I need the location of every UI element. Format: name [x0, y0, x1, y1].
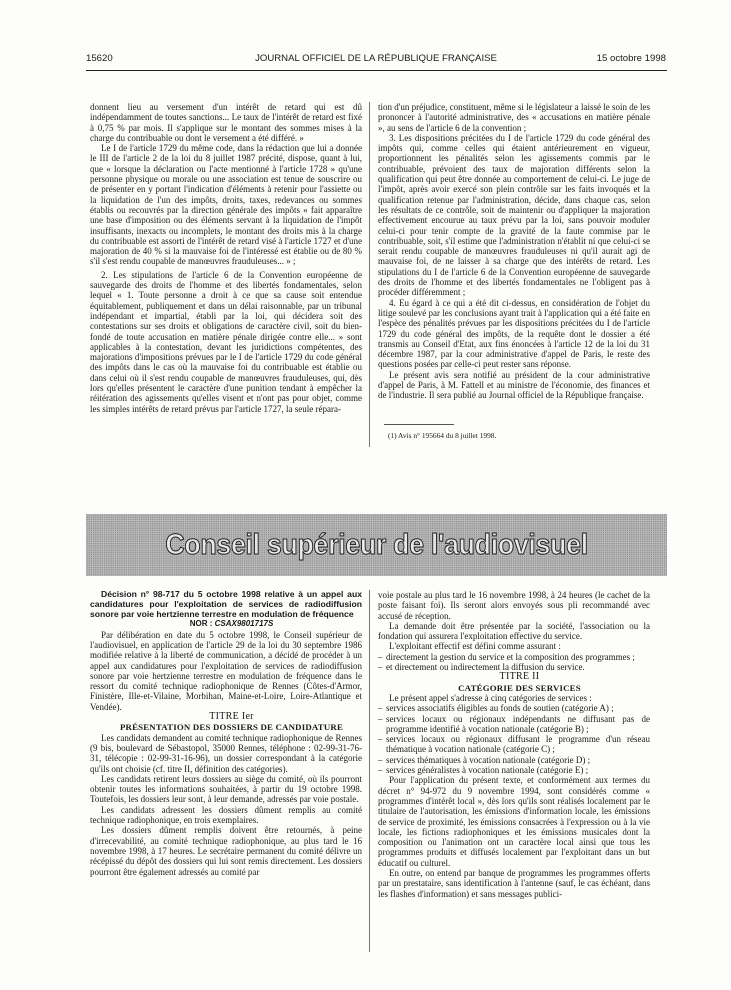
journal-title: JOURNAL OFFICIEL DE LA RÉPUBLIQUE FRANÇAISE: [255, 53, 497, 64]
paragraph: 3. Les dispositions précitées du I de l'article 1729 du code général des impôts qui, comme celles qui étaient antérieurement en vigueur, proportionnent les pénalités selon les agissements commis par le contribuable, prévoient des taux de majoration différents selon la qualification qui peut être donnée au comportement de celui-ci. Le juge de l'impôt, après avoir exercé son plein contrôle sur les faits invoqués et la qualification retenue par l'administration, décide, dans chaque cas, selon les résultats de ce contrôle, soit de maintenir ou d'appliquer la majoration effectivement encourue au taux prévu par la loi, sans pouvoir moduler celui-ci pour tenir compte de la gravité de la faute commise par le contribuable, soit, s'il estime que l'administration n'établit ni que celui-ci se serait rendu coupable de manœuvres frauduleuses ni qu'il aurait agi de mauvaise foi, de ne laisser à sa charge que des intérêts de retard. Les stipulations du I de l'article 6 de la Convention européenne de sauvegarde des droits de l'homme et des libertés fondamentales ne l'obligent pas à procéder différemment ;: [378, 132, 650, 298]
paragraph: Les candidats demandent au comité technique radiophonique de Rennes (9 bis, boulevard de Sébastopol, 35000 Rennes, téléphone : 02-99-31-76-31, télécopie : 02-99-31-16-96), un dossier correspondant à la catégorie qu'ils ont choisie (cf. titre II, définition des catégories).: [90, 732, 362, 774]
banner-title: Conseil supérieur de l'audiovisuel: [165, 528, 588, 561]
bottom-right-column: [378, 590, 650, 899]
paragraph: La demande doit être présentée par la société, l'association ou la fondation qui assurera l'exploitation effective du service.: [378, 620, 650, 642]
paragraph: Les dossiers dûment remplis doivent être retournés, à peine d'irrecevabilité, au comité technique radiophonique, au plus tard le 16 novembre 1998, à 17 heures. Le secrétaire permanent du comité délivre un récépissé du dépôt des dossiers qui lui sont remis directement. Les dossiers pourront être également adressés au comité par: [90, 825, 362, 877]
category-item: – services généralistes à vocation nationale (catégorie E) ;: [378, 765, 650, 775]
top-right-column: [378, 102, 650, 401]
column-divider: [369, 102, 370, 447]
titre-1: TITRE Ier: [209, 711, 254, 723]
category-item: – services associatifs éligibles au fonds de soutien (catégorie A) ;: [378, 703, 650, 713]
header-rule: [86, 70, 667, 71]
paragraph: 2. Les stipulations de l'article 6 de la Convention européenne de sauvegarde des droits de l'homme et des libertés fondamentales, selon lequel « 1. Toute personne a droit à ce que sa cause soit entendue équitablement, publiquement et dans un délai raisonnable, par un tribunal indépendant et impartial, établi par la loi, qui décidera soit des contestations sur ses droits et obligations de caractère civil, soit du bien-fondé de toute accusation en matière pénale dirigée contre elle... » sont applicables à la contestation, devant les juridictions compétentes, des majorations d'impositions prévues par le I de l'article 1729 du code général des impôts dans le cas où la mauvaise foi du contribuable est établie ou dans celui où il s'est rendu coupable de manœuvres frauduleuses, qui, dès lors qu'elles présentent le caractère d'une punition tendant à empêcher la réitération des agissements qu'elles visent et n'ont pas pour objet, comme les simples intérêts de retard prévus par l'article 1727, la seule répara-: [90, 269, 362, 414]
nor-label: NOR :: [189, 619, 213, 629]
footnote: (1) Avis n° 195664 du 8 juillet 1998.: [388, 431, 497, 440]
page-header: [86, 53, 666, 67]
decision-title: Décision n° 98-717 du 5 octobre 1998 relative à un appel aux candidatures pour l'exploitation de services de radiodiffusion sonore par voie hertzienne terrestre en modulation de fréquence: [90, 589, 362, 619]
nor-code: CSAX9801717S: [214, 619, 274, 629]
category-item: – services locaux ou régionaux indépendants ne diffusant pas de programme identifié à vocation nationale (catégorie B) ;: [378, 714, 650, 735]
category-item: – services thématiques à vocation nationale (catégorie D) ;: [378, 755, 650, 765]
column-divider: [369, 590, 370, 952]
paragraph: Par délibération en date du 5 octobre 1998, le Conseil supérieur de l'audiovisuel, en application de l'article 29 de la loi du 30 septembre 1986 modifiée relative à la liberté de communication, a décidé de procéder à un appel aux candidatures pour l'exploitation de services de radiodiffusion sonore par voie hertzienne terrestre en modulation de fréquence dans le ressort du comité technique radiophonique de Rennes (Côtes-d'Armor, Finistère, Ille-et-Vilaine, Morbihan, Maine-et-Loire, Loire-Atlantique et Vendée).: [90, 629, 362, 712]
footnote-rule: [384, 424, 454, 425]
nor-reference: [90, 619, 362, 629]
paragraph: Les candidats adressent les dossiers dûment remplis au comité technique radiophonique, en trois exemplaires.: [90, 804, 362, 826]
paragraph: Les candidats retirent leurs dossiers au siège du comité, où ils pourront obtenir toutes les informations souhaitées, à partir du 19 octobre 1998. Toutefois, les dossiers leur sont, à leur demande, adressés par voie postale.: [90, 773, 362, 805]
category-item: – services locaux ou régionaux diffusant le programme d'un réseau thématique à vocation nationale (catégorie C) ;: [378, 734, 650, 755]
paragraph: donnent lieu au versement d'un intérêt de retard qui est dû indépendamment de toutes sanctions... Le taux de l'intérêt de retard est fixé à 0,75 % par mois. Il s'applique sur le montant des sommes mises à la charge du contribuable ou dont le versement a été différé. »: [90, 102, 362, 143]
section-banner: [86, 514, 667, 576]
titre-2: TITRE II: [499, 671, 540, 683]
paragraph: Le présent avis sera notifié au président de la cour administrative d'appel de Paris, à M. Fattell et au ministre de l'économie, des finances et de l'industrie. Il sera publié au Journal officiel de la République française.: [378, 369, 650, 401]
bottom-left-column: [90, 590, 362, 877]
paragraph: Le présent appel s'adresse à cinq catégories de services :: [389, 692, 592, 703]
list-item: – directement la gestion du service et la composition des programmes ;: [378, 652, 650, 662]
issue-date: 15 octobre 1998: [596, 53, 666, 64]
paragraph: L'exploitant effectif est défini comme assurant :: [389, 641, 561, 652]
paragraph: En outre, on entend par banque de programmes les programmes offerts par un prestataire, sans identification à l'antenne (sauf, le cas échéant, dans les flashes d'information) et sans messages publici-: [378, 868, 650, 899]
paragraph: tion d'un préjudice, constituent, même si le législateur a laissé le soin de les prononcer à l'autorité administrative, des « accusations en matière pénale », au sens de l'article 6 de la convention ;: [378, 102, 650, 133]
top-left-column: [90, 102, 362, 414]
paragraph: Pour l'application du présent texte, et conformément aux termes du décret n° 94-972 du 9 novembre 1994, sont considérés comme « programmes d'intérêt local », dès lors qu'ils sont réalisés localement par le titulaire de l'autorisation, les émissions d'information locale, les émissions de service de proximité, les émissions consacrées à l'expression ou à la vie locale, les fictions radiophoniques et les émissions musicales dont la composition ou l'animation ont un caractère local ainsi que tous les programmes produits et diffusés localement par l'exploitant dans un but éducatif ou culturel.: [378, 775, 650, 868]
paragraph: Le I de l'article 1729 du même code, dans la rédaction que lui a donnée le III de l'article 2 de la loi du 8 juillet 1987 précité, dispose, quant à lui, que « lorsque la déclaration ou l'acte mentionné à l'article 1728 » qu'une personne physique ou morale ou une association est tenue de souscrire ou de présenter en y portant l'indication d'éléments à retenir pour l'assiette ou la liquidation de l'un des impôts, droits, taxes, redevances ou sommes établis ou recouvrés par la direction générale des impôts « fait apparaître une base d'imposition ou des éléments servant à la liquidation de l'impôt insuffisants, inexacts ou incomplets, le montant des droits mis à la charge du contribuable est assorti de l'intérêt de retard visé à l'article 1727 et d'une majoration de 40 % si la mauvaise foi de l'intéressé est établie ou de 80 % s'il s'est rendu coupable de manœuvres frauduleuses... » ;: [90, 143, 362, 267]
titre-2-heading: CATÉGORIE DES SERVICES: [458, 682, 581, 693]
paragraph: voie postale au plus tard le 16 novembre 1998, à 24 heures (le cachet de la poste faisant foi). Ils seront alors envoyés sous pli recommandé avec accusé de réception.: [378, 590, 650, 621]
titre-1-heading: PRÉSENTATION DES DOSSIERS DE CANDIDATURE: [119, 722, 344, 733]
page-number: 15620: [86, 53, 113, 64]
list-item: – et directement ou indirectement la diffusion du service.: [378, 662, 650, 672]
paragraph: 4. Eu égard à ce qui a été dit ci-dessus, en considération de l'objet du litige soulevé par les conclusions ayant trait à l'application qui a été faite en l'espèce des pénalités prévues par les dispositions précitées du I de l'article 1729 du code général des impôts, de la requête dont le dossier a été transmis au Conseil d'Etat, aux fins énoncées à l'article 12 de la loi du 31 décembre 1987, par la cour administrative d'appel de Paris, le reste des questions posées par celle-ci peut rester sans réponse.: [378, 297, 650, 370]
